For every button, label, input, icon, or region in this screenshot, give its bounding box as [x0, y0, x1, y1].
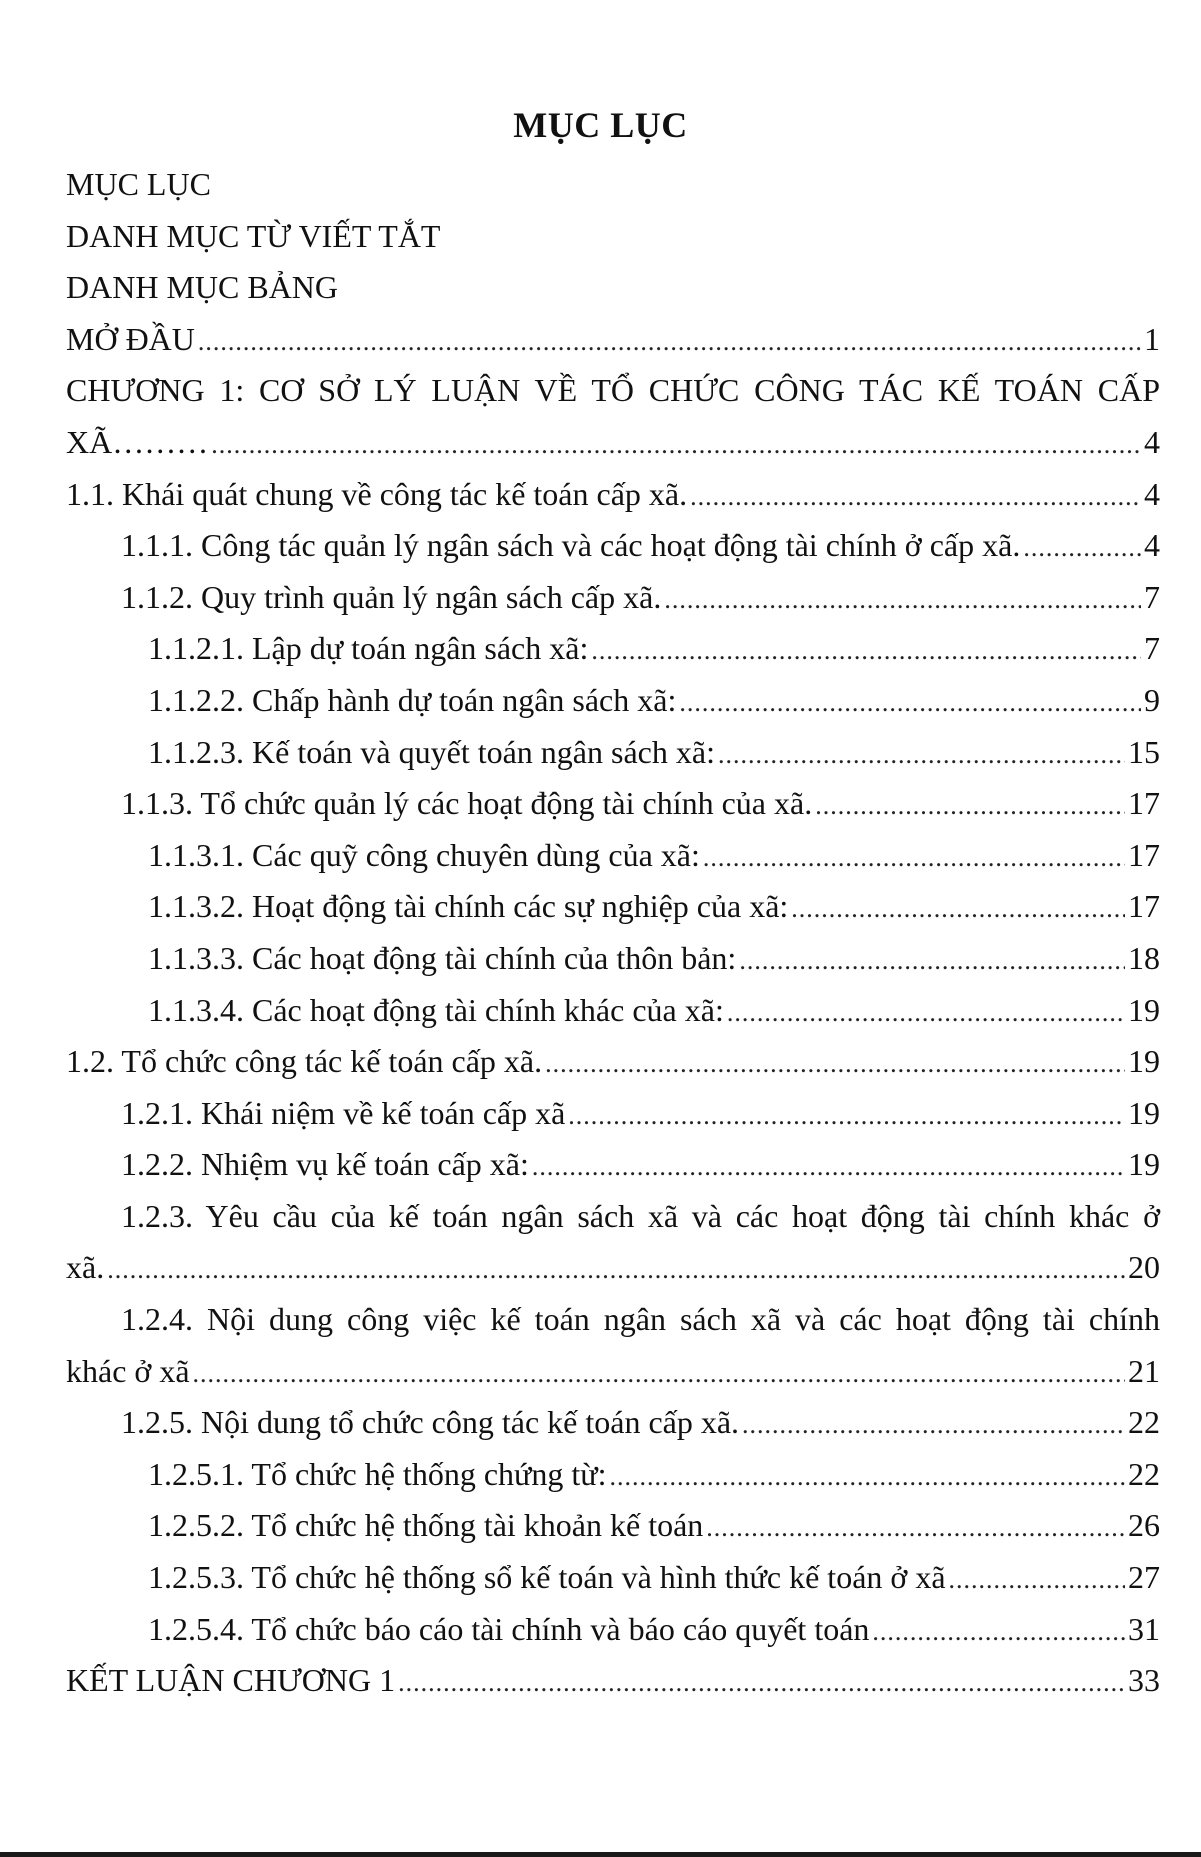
toc-dot-leader [791, 894, 1125, 924]
toc-page-number: 19 [1128, 1146, 1160, 1183]
toc-entry-label: KẾT LUẬN CHƯƠNG 1 [66, 1662, 396, 1699]
toc-entry-label: 1.2.1. Khái niệm về kế toán cấp xã [121, 1094, 566, 1131]
toc-entry-label: xã. [66, 1249, 105, 1286]
toc-page-number: 9 [1144, 681, 1160, 718]
toc-entry [66, 1611, 1160, 1663]
toc-page-number: 4 [1144, 423, 1160, 460]
toc-entry [66, 1301, 1160, 1353]
toc-dot-leader [198, 327, 1141, 357]
toc-entry [66, 372, 1160, 424]
page-bottom-edge [0, 1852, 1201, 1857]
toc-entry [66, 579, 1160, 631]
toc-page-number: 7 [1144, 630, 1160, 667]
toc-dot-leader [591, 636, 1141, 666]
toc-dot-leader [1023, 533, 1141, 563]
toc-entry [66, 1662, 1160, 1714]
toc-dot-leader [727, 998, 1125, 1028]
toc-entry-label: 1.1.2.1. Lập dự toán ngân sách xã: [148, 630, 589, 667]
toc-entry [66, 1559, 1160, 1611]
toc-dot-leader [718, 740, 1125, 770]
toc-entry-label: 1.2.5.1. Tổ chức hệ thống chứng từ: [148, 1455, 607, 1492]
toc-entry [66, 269, 1160, 321]
toc-page-number: 26 [1128, 1507, 1160, 1544]
toc-page-number: 15 [1128, 733, 1160, 770]
toc-page-number: 33 [1128, 1662, 1160, 1699]
toc-entry-label: 1.1.2. Quy trình quản lý ngân sách cấp xã. [121, 578, 662, 615]
toc-page-number: 22 [1128, 1455, 1160, 1492]
toc-entry [66, 1249, 1160, 1301]
toc-entry-label: XÃ……… [66, 423, 209, 460]
toc-dot-leader [679, 688, 1141, 718]
toc-page-number: 17 [1128, 785, 1160, 822]
toc-entry [66, 1043, 1160, 1095]
toc-dot-leader [398, 1668, 1125, 1698]
toc-entry [66, 992, 1160, 1044]
table-of-contents [66, 166, 1160, 1714]
toc-dot-leader [739, 946, 1125, 976]
toc-entry [66, 1507, 1160, 1559]
toc-entry-label: 1.1.3.4. Các hoạt động tài chính khác của xã: [148, 991, 724, 1028]
toc-entry [66, 321, 1160, 373]
toc-entry-label: 1.2.3. Yêu cầu của kế toán ngân sách xã và các hoạt động tài chính khác ở [121, 1197, 1160, 1234]
toc-page-number: 7 [1144, 578, 1160, 615]
toc-dot-leader [815, 791, 1125, 821]
toc-dot-leader [703, 843, 1125, 873]
toc-entry-label: 1.1.3. Tổ chức quản lý các hoạt động tài chính của xã. [121, 785, 813, 822]
toc-entry-label: 1.1.3.3. Các hoạt động tài chính của thôn bản: [148, 939, 737, 976]
toc-dot-leader [949, 1565, 1125, 1595]
toc-entry [66, 1353, 1160, 1405]
toc-page-number: 20 [1128, 1249, 1160, 1286]
toc-entry-label: 1.1.3.1. Các quỹ công chuyên dùng của xã: [148, 836, 700, 873]
toc-page-number: 19 [1128, 1043, 1160, 1080]
toc-entry-label: DANH MỤC TỪ VIẾT TẮT [66, 217, 441, 254]
toc-entry [66, 734, 1160, 786]
toc-page-number: 17 [1128, 888, 1160, 925]
toc-entry-label: 1.1.3.2. Hoạt động tài chính các sự nghiệp của xã: [148, 888, 789, 925]
toc-title: MỤC LỤC [513, 105, 688, 145]
toc-dot-leader [532, 1152, 1125, 1182]
toc-entry-label: khác ở xã [66, 1352, 190, 1389]
toc-entry [66, 1146, 1160, 1198]
toc-entry [66, 424, 1160, 476]
toc-entry [66, 630, 1160, 682]
toc-entry-label: 1.2.5.3. Tổ chức hệ thống sổ kế toán và hình thức kế toán ở xã [148, 1559, 946, 1596]
toc-entry-label: 1.2.5.2. Tổ chức hệ thống tài khoản kế toán [148, 1507, 704, 1544]
toc-entry [66, 785, 1160, 837]
toc-entry-label: MỤC LỤC [66, 166, 211, 202]
toc-entry-label: 1.2.5. Nội dung tổ chức công tác kế toán cấp xã. [121, 1404, 740, 1441]
toc-entry [66, 940, 1160, 992]
toc-dot-leader [872, 1617, 1125, 1647]
toc-dot-leader [193, 1359, 1125, 1389]
toc-dot-leader [609, 1462, 1125, 1492]
toc-entry-label: 1.2.2. Nhiệm vụ kế toán cấp xã: [121, 1146, 529, 1183]
toc-dot-leader [211, 430, 1141, 460]
toc-entry [66, 166, 1160, 218]
toc-dot-leader [568, 1101, 1125, 1131]
toc-page-number: 4 [1144, 527, 1160, 564]
toc-dot-leader [107, 1255, 1125, 1285]
toc-entry [66, 682, 1160, 734]
toc-entry-label: CHƯƠNG 1: CƠ SỞ LÝ LUẬN VỀ TỔ CHỨC CÔNG TÁC KẾ TOÁN CẤP [66, 372, 1160, 409]
toc-entry-label: 1.1. Khái quát chung về công tác kế toán cấp xã. [66, 475, 688, 512]
toc-entry [66, 888, 1160, 940]
toc-dot-leader [742, 1410, 1125, 1440]
toc-page-number: 19 [1128, 1094, 1160, 1131]
toc-page-number: 31 [1128, 1610, 1160, 1647]
toc-page-number: 22 [1128, 1404, 1160, 1441]
toc-page-number: 1 [1144, 320, 1160, 357]
toc-page-number: 21 [1128, 1352, 1160, 1389]
toc-dot-leader [706, 1513, 1125, 1543]
toc-page-number: 19 [1128, 991, 1160, 1028]
toc-entry [66, 527, 1160, 579]
toc-entry-label: 1.1.2.2. Chấp hành dự toán ngân sách xã: [148, 681, 677, 718]
toc-entry [66, 1404, 1160, 1456]
toc-entry [66, 1095, 1160, 1147]
toc-entry-label: 1.2.4. Nội dung công việc kế toán ngân sách xã và các hoạt động tài chính [121, 1301, 1160, 1338]
toc-entry [66, 218, 1160, 270]
toc-entry-label: 1.1.2.3. Kế toán và quyết toán ngân sách xã: [148, 733, 715, 770]
toc-entry [66, 837, 1160, 889]
toc-dot-leader [545, 1049, 1125, 1079]
toc-entry-label: MỞ ĐẦU [66, 320, 195, 357]
toc-page-number: 18 [1128, 939, 1160, 976]
toc-dot-leader [664, 585, 1141, 615]
toc-dot-leader [690, 482, 1141, 512]
toc-page-number: 4 [1144, 475, 1160, 512]
toc-entry [66, 1198, 1160, 1250]
toc-entry-label: 1.2.5.4. Tổ chức báo cáo tài chính và báo cáo quyết toán [148, 1610, 870, 1647]
toc-entry-label: DANH MỤC BẢNG [66, 269, 339, 306]
toc-page-number: 27 [1128, 1559, 1160, 1596]
toc-entry-label: 1.2. Tổ chức công tác kế toán cấp xã. [66, 1043, 543, 1080]
toc-entry [66, 1456, 1160, 1508]
toc-page-number: 17 [1128, 836, 1160, 873]
toc-entry-label: 1.1.1. Công tác quản lý ngân sách và các hoạt động tài chính ở cấp xã. [121, 527, 1021, 564]
toc-entry [66, 476, 1160, 528]
